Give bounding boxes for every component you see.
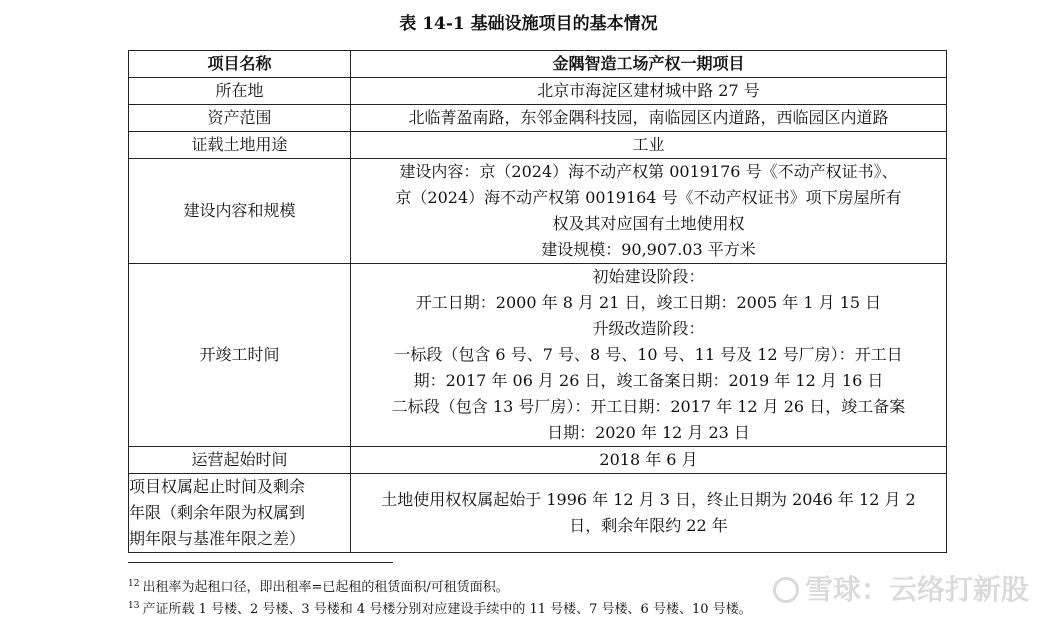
- row-label-cell: [129, 78, 351, 105]
- row-label-cell: [129, 132, 351, 159]
- table-header-row: [129, 51, 947, 78]
- footnote-12: [128, 575, 509, 597]
- row-value-line: 北临菁盈南路，东邻金隅科技园，南临园区内道路，西临园区内道路: [408, 108, 889, 127]
- row-value-cell: [351, 132, 947, 159]
- table-row: [129, 105, 947, 132]
- snowball-logo-icon: [773, 577, 799, 603]
- table-row: [129, 447, 947, 474]
- row-value-line: 日期：2020 年 12 月 23 日: [547, 423, 750, 442]
- footnote-text: 产证所载 1 号楼、2 号楼、3 号楼和 4 号楼分别对应建设手续中的 11 号楼、7 号楼、6 号楼、10 号楼。: [142, 602, 752, 617]
- row-value-cell: [351, 447, 947, 474]
- footnote-mark: 13: [128, 601, 140, 611]
- footnote-13: [128, 597, 752, 619]
- footnote-text: 出租率为起租口径，即出租率=已起租的租赁面积/可租赁面积。: [142, 580, 509, 595]
- watermark: [773, 568, 1029, 608]
- row-value-cell: [351, 159, 947, 264]
- header-label-cell: 项目名称: [129, 51, 351, 78]
- footnote-divider: [128, 562, 393, 563]
- row-label-line: 年限（剩余年限为权属到: [129, 503, 306, 522]
- row-value-cell: [351, 474, 947, 553]
- table-row: [129, 78, 947, 105]
- header-value-cell: 金隅智造工场产权一期项目: [351, 51, 947, 78]
- row-value-line: 京（2024）海不动产权第 0019164 号《不动产权证书》项下房屋所有: [395, 188, 902, 207]
- row-value-cell: [351, 264, 947, 447]
- watermark-text: 雪球：云络打新股: [804, 573, 1029, 606]
- row-value-cell: [351, 105, 947, 132]
- row-label-cell: [129, 447, 351, 474]
- row-label-cell: [129, 159, 351, 264]
- table-title: 表 14-1 基础设施项目的基本情况: [399, 14, 658, 34]
- row-label-line: 资产范围: [207, 108, 272, 127]
- footnote-mark: 12: [128, 579, 140, 589]
- row-label-line: 建设内容和规模: [183, 201, 296, 220]
- row-value-line: 二标段（包含 13 号厂房）：开工日期：2017 年 12 月 26 日，竣工备案: [391, 397, 906, 416]
- row-value-line: 开工日期：2000 年 8 月 21 日，竣工日期：2005 年 1 月 15 日: [415, 293, 882, 312]
- row-label-line: 所在地: [215, 81, 264, 100]
- row-value-line: 土地使用权权属起始于 1996 年 12 月 3 日，终止日期为 2046 年 12 月 2: [381, 490, 916, 509]
- table-row: [129, 159, 947, 264]
- row-value-line: 建设规模：90,907.03 平方米: [541, 240, 756, 259]
- row-value-cell: [351, 78, 947, 105]
- row-value-line: 初始建设阶段：: [592, 267, 705, 286]
- row-label-line: 项目权属起止时间及剩余: [129, 477, 306, 496]
- row-value-line: 建设内容：京（2024）海不动产权第 0019176 号《不动产权证书》、: [399, 162, 898, 181]
- row-label-line: 期年限与基准年限之差）: [129, 529, 306, 548]
- row-value-line: 2018 年 6 月: [599, 450, 698, 469]
- row-value-line: 权及其对应国有土地使用权: [552, 214, 745, 233]
- row-label-line: 开竣工时间: [199, 345, 280, 364]
- row-label-cell: [129, 105, 351, 132]
- row-label-cell: [129, 474, 351, 553]
- row-label-line: 运营起始时间: [191, 450, 288, 469]
- table-row: [129, 264, 947, 447]
- row-value-line: 升级改造阶段：: [592, 319, 705, 338]
- info-table: [128, 50, 947, 553]
- row-label-cell: [129, 264, 351, 447]
- table-row: [129, 132, 947, 159]
- row-value-line: 工业: [632, 135, 665, 154]
- row-value-line: 期：2017 年 06 月 26 日，竣工备案日期：2019 年 12 月 16 日: [413, 371, 884, 390]
- row-value-line: 一标段（包含 6 号、7 号、8 号、10 号、11 号及 12 号厂房）：开工日: [394, 345, 903, 364]
- row-value-line: 北京市海淀区建材城中路 27 号: [537, 81, 760, 100]
- row-label-line: 证载土地用途: [191, 135, 288, 154]
- table-row: [129, 474, 947, 553]
- row-value-line: 日，剩余年限约 22 年: [569, 516, 728, 535]
